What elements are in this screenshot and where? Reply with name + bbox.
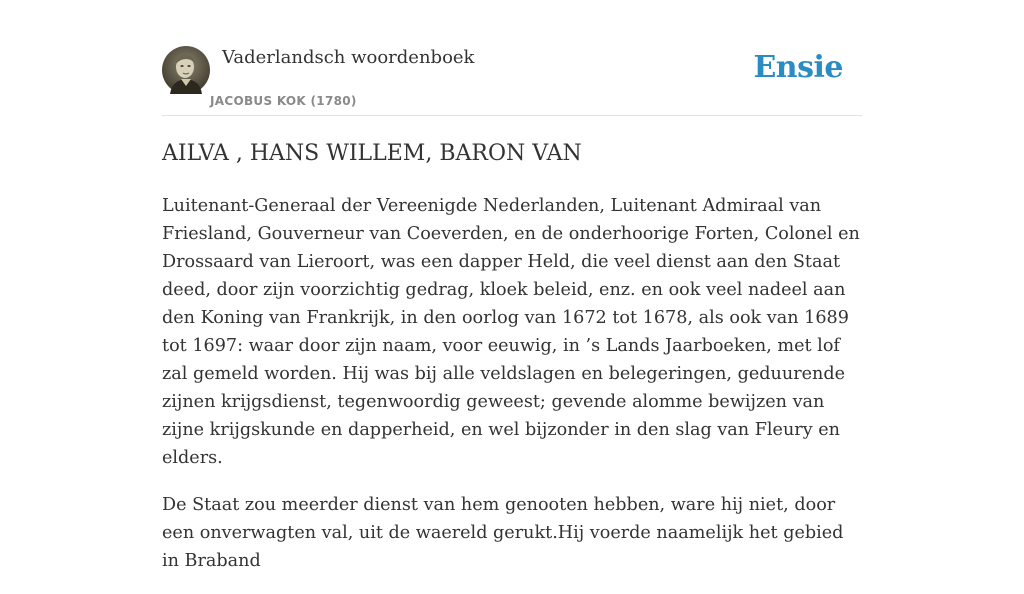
ensie-logo[interactable]: Ensie [753, 50, 843, 85]
book-title[interactable]: Vaderlandsch woordenboek [222, 47, 475, 68]
author-byline[interactable]: JACOBUS KOK (1780) [210, 94, 357, 108]
entry-paragraph: De Staat zou meerder dienst van hem genooten hebben, ware hij niet, door een onverwagten val, uit de waereld gerukt.Hij voerde naamelijk het gebied in Braband [162, 495, 844, 571]
entry-paragraph: Luitenant-Generaal der Vereenigde Nederlanden, Luitenant Admiraal van Friesland, Gouverneur van Coeverden, en de onderhoorige Forten, Colonel en Drossaard van Lieroort, was een dapper Held, die veel dienst aan den Staat deed, door zijn voorzichtig gedrag, kloek beleid, enz. en ook veel nadeel aan den Koning van Frankrijk, in den oorlog van 1672 tot 1678, als ook van 1689 tot 1697: waar door zijn naam, voor eeuwig, in ’s Lands Jaarboeken, met lof zal gemeld worden. Hij was bij alle veldslagen en belegeringen, geduurende zijnen krijgsdienst, tegenwoordig geweest; gevende alomme bewijzen van zijne krijgskunde en dapperheid, en wel bijzonder in den slag van Fleury en elders. [162, 196, 860, 468]
entry-body [162, 192, 862, 594]
entry-title: AILVA , HANS WILLEM, BARON VAN [162, 141, 582, 166]
header [162, 46, 862, 116]
author-portrait-icon[interactable] [162, 46, 210, 94]
header-divider [162, 115, 862, 116]
